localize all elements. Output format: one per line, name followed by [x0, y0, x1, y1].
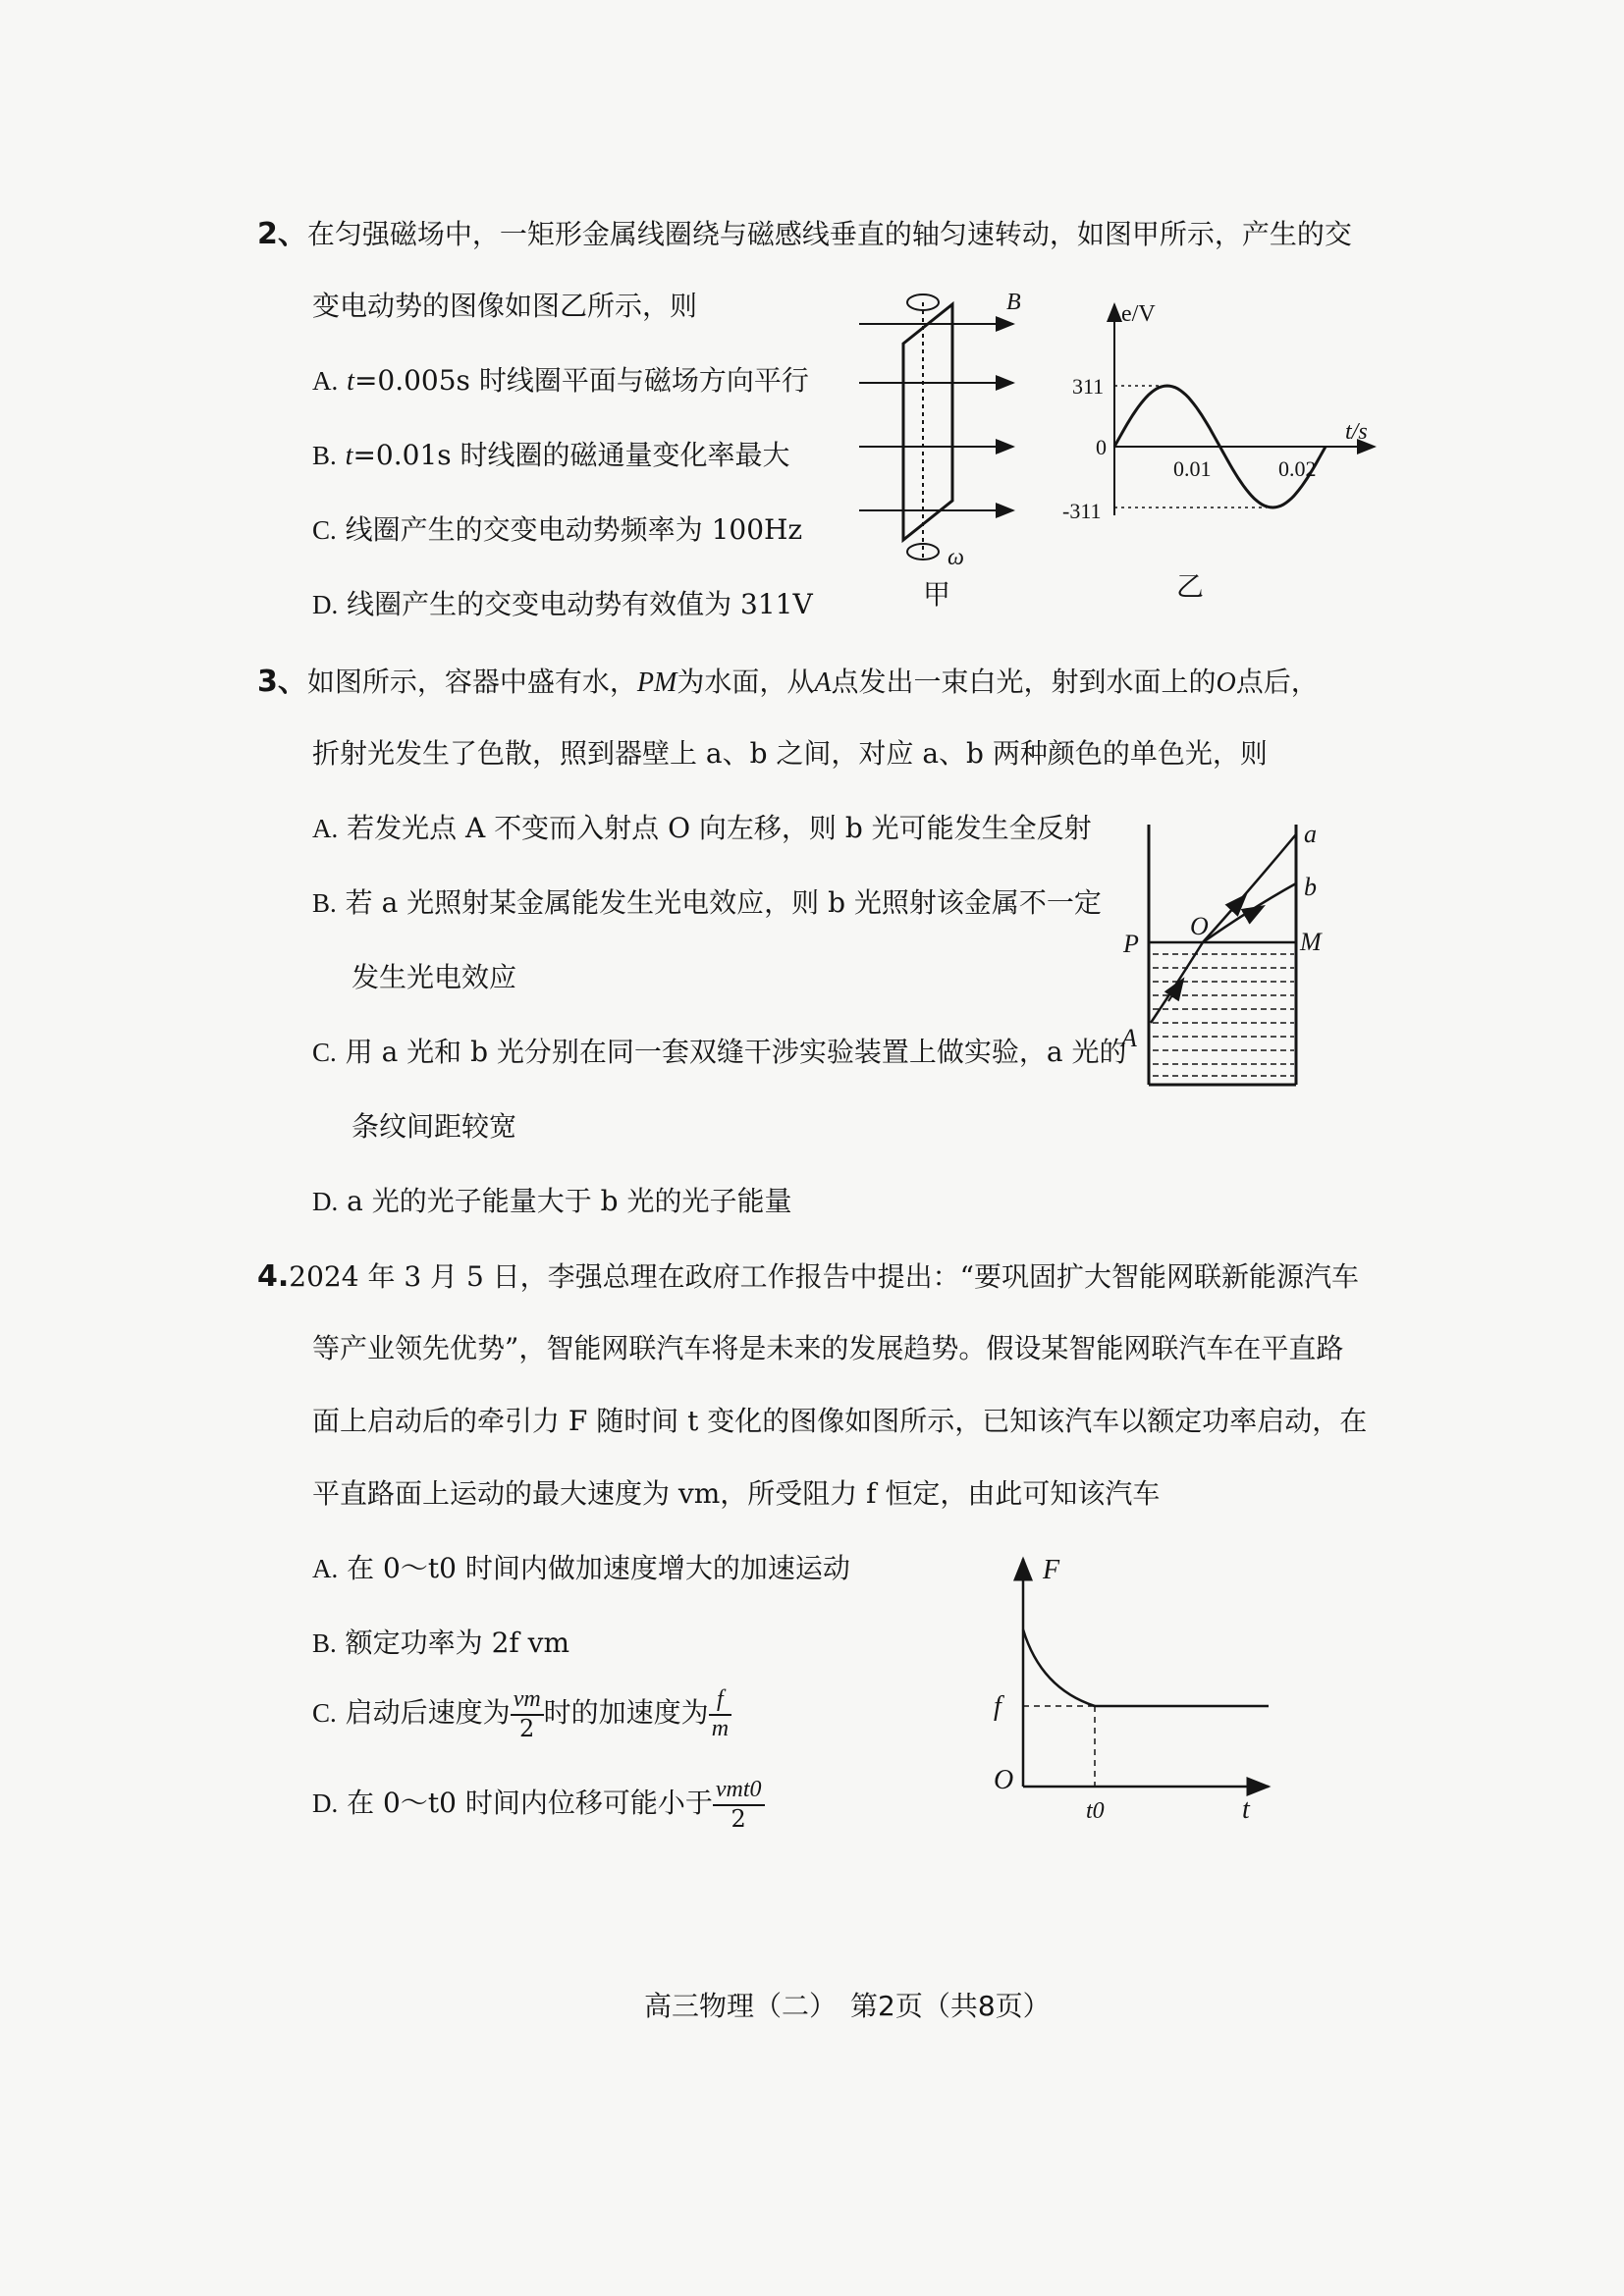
- water-hatching: [1153, 954, 1294, 1076]
- q4-figure-ft: [982, 1541, 1296, 1836]
- label-A: A: [1121, 1024, 1137, 1052]
- label-f: f: [994, 1691, 1001, 1722]
- q2-number: 2、: [257, 217, 307, 251]
- q2-option-d-letter: D.: [312, 590, 339, 619]
- q3-option-a-letter: A.: [312, 814, 339, 843]
- q4-stem-line1: [257, 1259, 1359, 1294]
- q3-stem-part1: 如图所示，容器中盛有水，: [306, 666, 637, 698]
- q2-option-a-var: t: [347, 366, 354, 397]
- q3-stem-part4: 点后，: [1235, 666, 1319, 698]
- q4-option-a-letter: A.: [312, 1554, 339, 1583]
- q3-option-c-cont: 条纹间距较宽: [352, 1110, 517, 1143]
- q4-option-b-text: 额定功率为 2f vm: [345, 1627, 570, 1659]
- q3-option-b-text: 若 a 光照射某金属能发生光电效应，则 b 光照射该金属不一定: [345, 886, 1102, 919]
- y-tick-0: 0: [1096, 435, 1107, 459]
- y-tick-neg311: -311: [1062, 499, 1102, 523]
- q2-option-a-text: =0.005s 时线圈平面与磁场方向平行: [353, 364, 809, 397]
- ray-a: [1203, 834, 1296, 942]
- q2-stem-line1: [257, 217, 1352, 251]
- y-tick-311: 311: [1072, 374, 1105, 399]
- q3-option-a-text: 若发光点 A 不变而入射点 O 向左移，则 b 光可能发生全反射: [347, 812, 1092, 844]
- q4-stem-line4: 平直路面上运动的最大速度为 vm，所受阻力 f 恒定，由此可知该汽车: [312, 1477, 1161, 1510]
- label-O: O: [994, 1765, 1014, 1795]
- q2-option-c: [312, 513, 803, 546]
- q2-option-b-var: t: [345, 441, 353, 471]
- q4-option-c-letter: C.: [312, 1698, 337, 1729]
- q2-option-c-letter: C.: [312, 515, 337, 545]
- q3-stem-A: A: [814, 667, 832, 698]
- page-footer: 高三物理（二） 第2页（共8页）: [644, 1990, 1051, 2022]
- q2-option-b: [312, 439, 790, 471]
- q3-option-c-letter: C.: [312, 1038, 337, 1067]
- q4-number: 4.: [257, 1259, 290, 1294]
- q4-stem-line2: 等产业领先优势”，智能网联汽车将是未来的发展趋势。假设某智能网联汽车在平直路: [312, 1332, 1344, 1364]
- q3-option-d: [312, 1185, 792, 1217]
- q2-figure-coil: [854, 275, 1051, 609]
- q2-stem-line2: 变电动势的图像如图乙所示，则: [312, 290, 698, 322]
- q4-option-c-frac1-den: 2: [519, 1714, 535, 1742]
- q3-number: 3、: [257, 665, 307, 699]
- label-B: B: [1006, 290, 1021, 315]
- q2-option-d: [312, 588, 813, 620]
- q4-option-d-letter: D.: [312, 1789, 339, 1819]
- label-P: P: [1123, 930, 1139, 958]
- y-axis-label: e/V: [1121, 301, 1156, 327]
- q2-option-d-text: 线圈产生的交变电动势有效值为 311V: [347, 588, 813, 620]
- label-O: O: [1190, 912, 1209, 940]
- q4-option-c-pre: 启动后速度为: [345, 1696, 511, 1730]
- q4-option-c-frac1-num: vm: [511, 1686, 544, 1716]
- q4-option-c-frac2-num: f: [709, 1686, 731, 1716]
- q4-option-c-frac2: [709, 1686, 731, 1742]
- q4-option-c-frac2-den: m: [711, 1715, 730, 1741]
- q3-option-b: [312, 886, 1102, 919]
- coil-frame: [903, 304, 952, 540]
- q3-option-b-cont: 发生光电效应: [352, 961, 517, 993]
- label-M: M: [1300, 928, 1322, 956]
- q4-option-d-frac-num: vmt0: [713, 1777, 765, 1806]
- q4-option-a-text: 在 0～t0 时间内做加速度增大的加速运动: [347, 1552, 850, 1584]
- q3-option-c-text: 用 a 光和 b 光分别在同一套双缝干涉实验装置上做实验，a 光的: [345, 1036, 1127, 1068]
- q3-option-b-letter: B.: [312, 888, 337, 918]
- q4-option-d-pre: 在 0～t0 时间内位移可能小于: [347, 1787, 713, 1820]
- q3-stem-part3: 点发出一束白光，射到水面上的: [831, 666, 1217, 698]
- q3-stem-PM: PM: [636, 667, 677, 698]
- q2-option-b-letter: B.: [312, 441, 337, 470]
- q3-option-a: [312, 812, 1092, 844]
- q4-stem-text: 2024 年 3 月 5 日，李强总理在政府工作报告中提出：“要巩固扩大智能网联新能源汽车: [289, 1260, 1359, 1293]
- q3-option-d-text: a 光的光子能量大于 b 光的光子能量: [347, 1185, 792, 1217]
- q3-stem-line1: [257, 667, 1319, 697]
- q2-fig2-caption: 乙: [1176, 570, 1205, 603]
- f-decay-curve: [1023, 1629, 1095, 1706]
- q4-option-c-mid: 时的加速度为: [543, 1696, 709, 1730]
- x-tick-002: 0.02: [1278, 456, 1317, 481]
- q3-stem-O: O: [1216, 667, 1236, 698]
- q2-option-c-text: 线圈产生的交变电动势频率为 100Hz: [345, 513, 803, 546]
- q4-option-d-frac: [713, 1777, 765, 1833]
- label-t0: t0: [1086, 1798, 1105, 1824]
- q3-figure-container: [1110, 815, 1345, 1099]
- q4-stem-line3: 面上启动后的牵引力 F 随时间 t 变化的图像如图所示，已知该汽车以额定功率启动，在: [312, 1405, 1368, 1437]
- q4-option-d-frac-den: 2: [731, 1804, 746, 1833]
- q2-stem-text: 在匀强磁场中，一矩形金属线圈绕与磁感线垂直的轴匀速转动，如图甲所示，产生的交: [306, 218, 1352, 250]
- q3-option-d-letter: D.: [312, 1187, 339, 1216]
- q3-option-c: [312, 1036, 1127, 1068]
- q4-option-d: [312, 1777, 765, 1833]
- q2-option-a-letter: A.: [312, 366, 339, 396]
- q2-option-b-text: =0.01s 时线圈的磁通量变化率最大: [352, 439, 790, 471]
- q3-stem-part2: 为水面，从: [677, 666, 815, 698]
- q2-option-a: [312, 364, 809, 397]
- q3-stem-line2: 折射光发生了色散，照到器壁上 a、b 之间，对应 a、b 两种颜色的单色光，则: [312, 737, 1268, 770]
- q2-fig1-caption: 甲: [923, 578, 951, 611]
- q4-option-c: [312, 1686, 731, 1742]
- x-axis-label: t/s: [1345, 419, 1368, 445]
- label-omega: ω: [947, 545, 964, 570]
- q4-option-c-frac1: [511, 1686, 544, 1742]
- q2-figure-sine: [1060, 290, 1394, 604]
- x-tick-001: 0.01: [1173, 456, 1212, 481]
- q4-option-a: [312, 1552, 850, 1584]
- label-b: b: [1304, 873, 1317, 901]
- label-a: a: [1304, 820, 1317, 848]
- label-t: t: [1242, 1794, 1250, 1825]
- label-F: F: [1043, 1555, 1060, 1585]
- ray-a-arrow: [1229, 899, 1242, 913]
- q4-option-b: [312, 1629, 569, 1657]
- q4-option-b-letter: B.: [312, 1629, 337, 1658]
- ray-b: [1203, 883, 1296, 942]
